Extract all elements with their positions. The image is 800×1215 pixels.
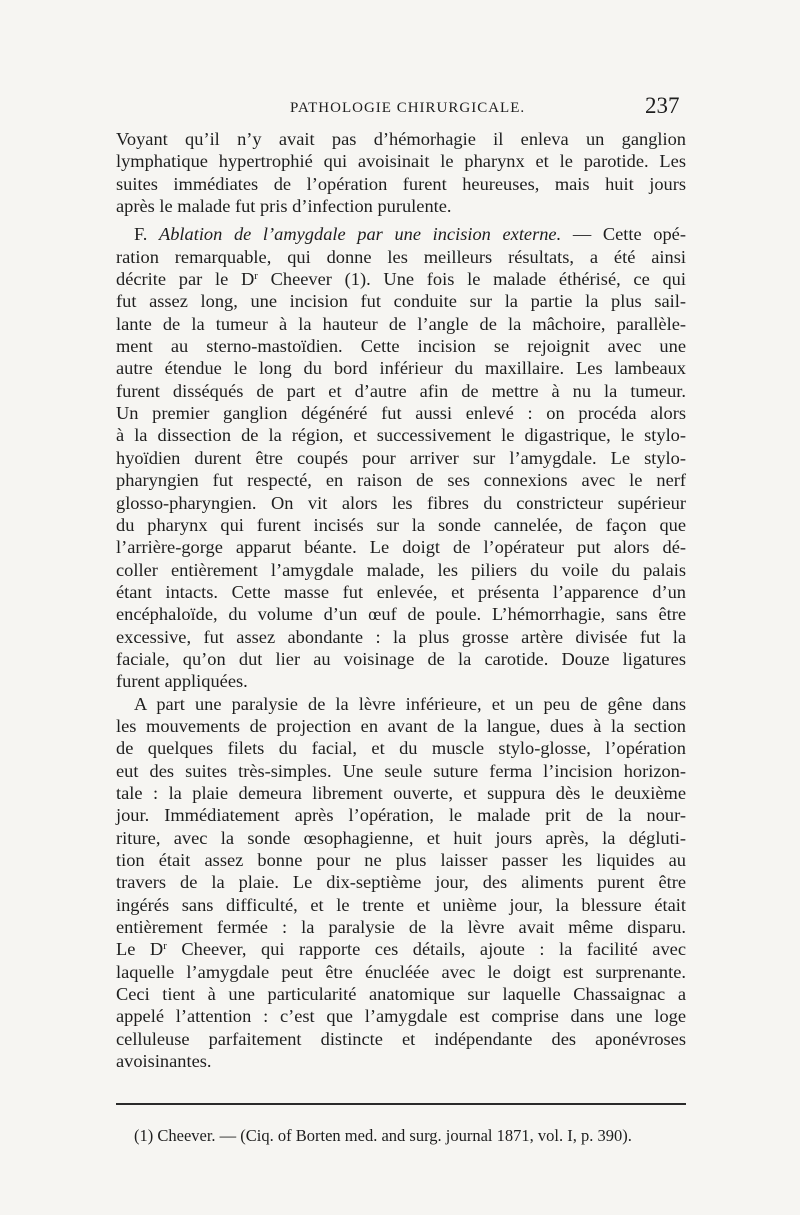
text-line: entièrement fermée : la paralysie de la lèvre avait même disparu. <box>116 917 686 938</box>
text-line: lante de la tumeur à la hauteur de l’angle de la mâchoire, parallèle- <box>116 313 686 334</box>
text-line: hyoïdien durent être coupés pour arriver sur l’amygdale. Le stylo- <box>116 447 686 468</box>
text-line: de quelques filets du facial, et du muscle stylo-glosse, l’opération <box>116 738 686 759</box>
text-line: tale : la plaie demeura librement ouverte, et suppura dès le deuxième <box>116 782 686 803</box>
text-line: eut des suites très-simples. Une seule suture ferma l’incision horizon- <box>116 760 686 781</box>
running-title: PATHOLOGIE CHIRURGICALE. <box>290 100 526 116</box>
text-line: à la dissection de la région, et successivement le digastrique, le stylo- <box>116 425 686 446</box>
text-line: les mouvements de projection en avant de la langue, dues à la section <box>116 715 686 736</box>
text-line: du pharynx qui furent incisés sur la sonde cannelée, de façon que <box>116 514 686 535</box>
paragraph <box>116 128 686 217</box>
text-line: jour. Immédiatement après l’opération, le malade prit de la nour- <box>116 805 686 826</box>
paragraph <box>116 693 686 1073</box>
text-line: autre étendue le long du bord inférieur du maxillaire. Les lambeaux <box>116 358 686 379</box>
text-fragment: décrite par le D <box>116 269 255 290</box>
text-line: Ceci tient à une particularité anatomique sur laquelle Chassaignac a <box>116 984 686 1005</box>
text-line: tion était assez bonne pour ne plus laisser passer les liquides au <box>116 850 686 870</box>
text-line <box>116 938 686 960</box>
text-line: encéphaloïde, du volume d’un œuf de poule. L’hémorrhagie, sans être <box>116 604 686 625</box>
section-title: Ablation de l’amygdale par une incision externe. <box>158 224 562 245</box>
text-line: furent disséqués de part et d’autre afin de mettre à nu la tumeur. <box>116 380 686 401</box>
text-line: furent appliquées. <box>116 671 248 692</box>
body-text <box>116 128 686 1072</box>
text-line: celluleuse parfaitement distincte et indépendante des aponévroses <box>116 1028 686 1049</box>
text-line: Un premier ganglion dégénéré fut aussi enlevé : on procéda alors <box>116 403 686 424</box>
paragraph <box>116 223 686 692</box>
text-line: faciale, qu’on dut lier au voisinage de la carotide. Douze ligatures <box>116 648 686 669</box>
footnote: (1) Cheever. — (Ciq. of Borten med. and surg. journal 1871, vol. I, p. 390). <box>134 1126 632 1145</box>
text-line: l’arrière-gorge apparut béante. Le doigt de l’opérateur put alors dé- <box>116 537 686 558</box>
text-line: travers de la plaie. Le dix-septième jour, des aliments purent être <box>116 872 686 893</box>
text-fragment: Cheever (1). Une fois le malade éthérisé, ce qui <box>257 269 686 290</box>
footnote-rule <box>116 1103 686 1105</box>
text-line: riture, avec la sonde œsophagienne, et huit jours après, la dégluti- <box>116 827 686 848</box>
text-line: appelé l’attention : c’est que l’amygdale est comprise dans une loge <box>116 1006 686 1027</box>
text-line: étant intacts. Cette masse fut enlevée, et présenta l’apparence d’un <box>116 581 686 602</box>
text-line <box>116 223 686 245</box>
text-line <box>116 268 686 290</box>
text-line: coller entièrement l’amygdale malade, les piliers du voile du palais <box>116 559 686 580</box>
page-number: 237 <box>645 93 680 118</box>
text-line: ingérés sans difficulté, et le trente et unième jour, la blessure était <box>116 894 686 915</box>
dash: — <box>572 224 592 245</box>
text-line: ration remarquable, qui donne les meilleurs résultats, a été ainsi <box>116 246 686 267</box>
text-fragment: Cette opé- <box>602 224 686 245</box>
text-line: laquelle l’amygdale peut être énucléée avec le doigt est surprenante. <box>116 961 686 982</box>
text-line: excessive, fut assez abondante : la plus grosse artère divisée fut la <box>116 626 686 647</box>
text-fragment: Le D <box>116 939 164 960</box>
text-line: ment au sterno-mastoïdien. Cette incision se rejoignit avec une <box>116 336 686 357</box>
section-letter: F. <box>134 224 148 245</box>
superscript: r <box>254 270 258 283</box>
superscript: r <box>163 940 167 953</box>
text-line: suites immédiates de l’opération furent heureuses, mais huit jours <box>116 173 686 194</box>
text-fragment: Cheever, qui rapporte ces détails, ajoute : la facilité avec <box>166 939 686 960</box>
text-line: pharyngien fut respecté, en raison de ses connexions avec le nerf <box>116 470 686 491</box>
text-line: avoisinantes. <box>116 1051 212 1072</box>
text-line: lymphatique hypertrophié qui avoisinait le pharynx et le parotide. Les <box>116 151 686 172</box>
text-line: glosso-pharyngien. On vit alors les fibres du constricteur supérieur <box>116 492 686 513</box>
text-line: après le malade fut pris d’infection purulente. <box>116 196 452 217</box>
text-line: Voyant qu’il n’y avait pas d’hémorhagie il enleva un ganglion <box>116 129 686 149</box>
text-line: fut assez long, une incision fut conduite sur la partie la plus sail- <box>116 291 686 312</box>
text-line: A part une paralysie de la lèvre inférieure, et un peu de gêne dans <box>134 693 686 714</box>
